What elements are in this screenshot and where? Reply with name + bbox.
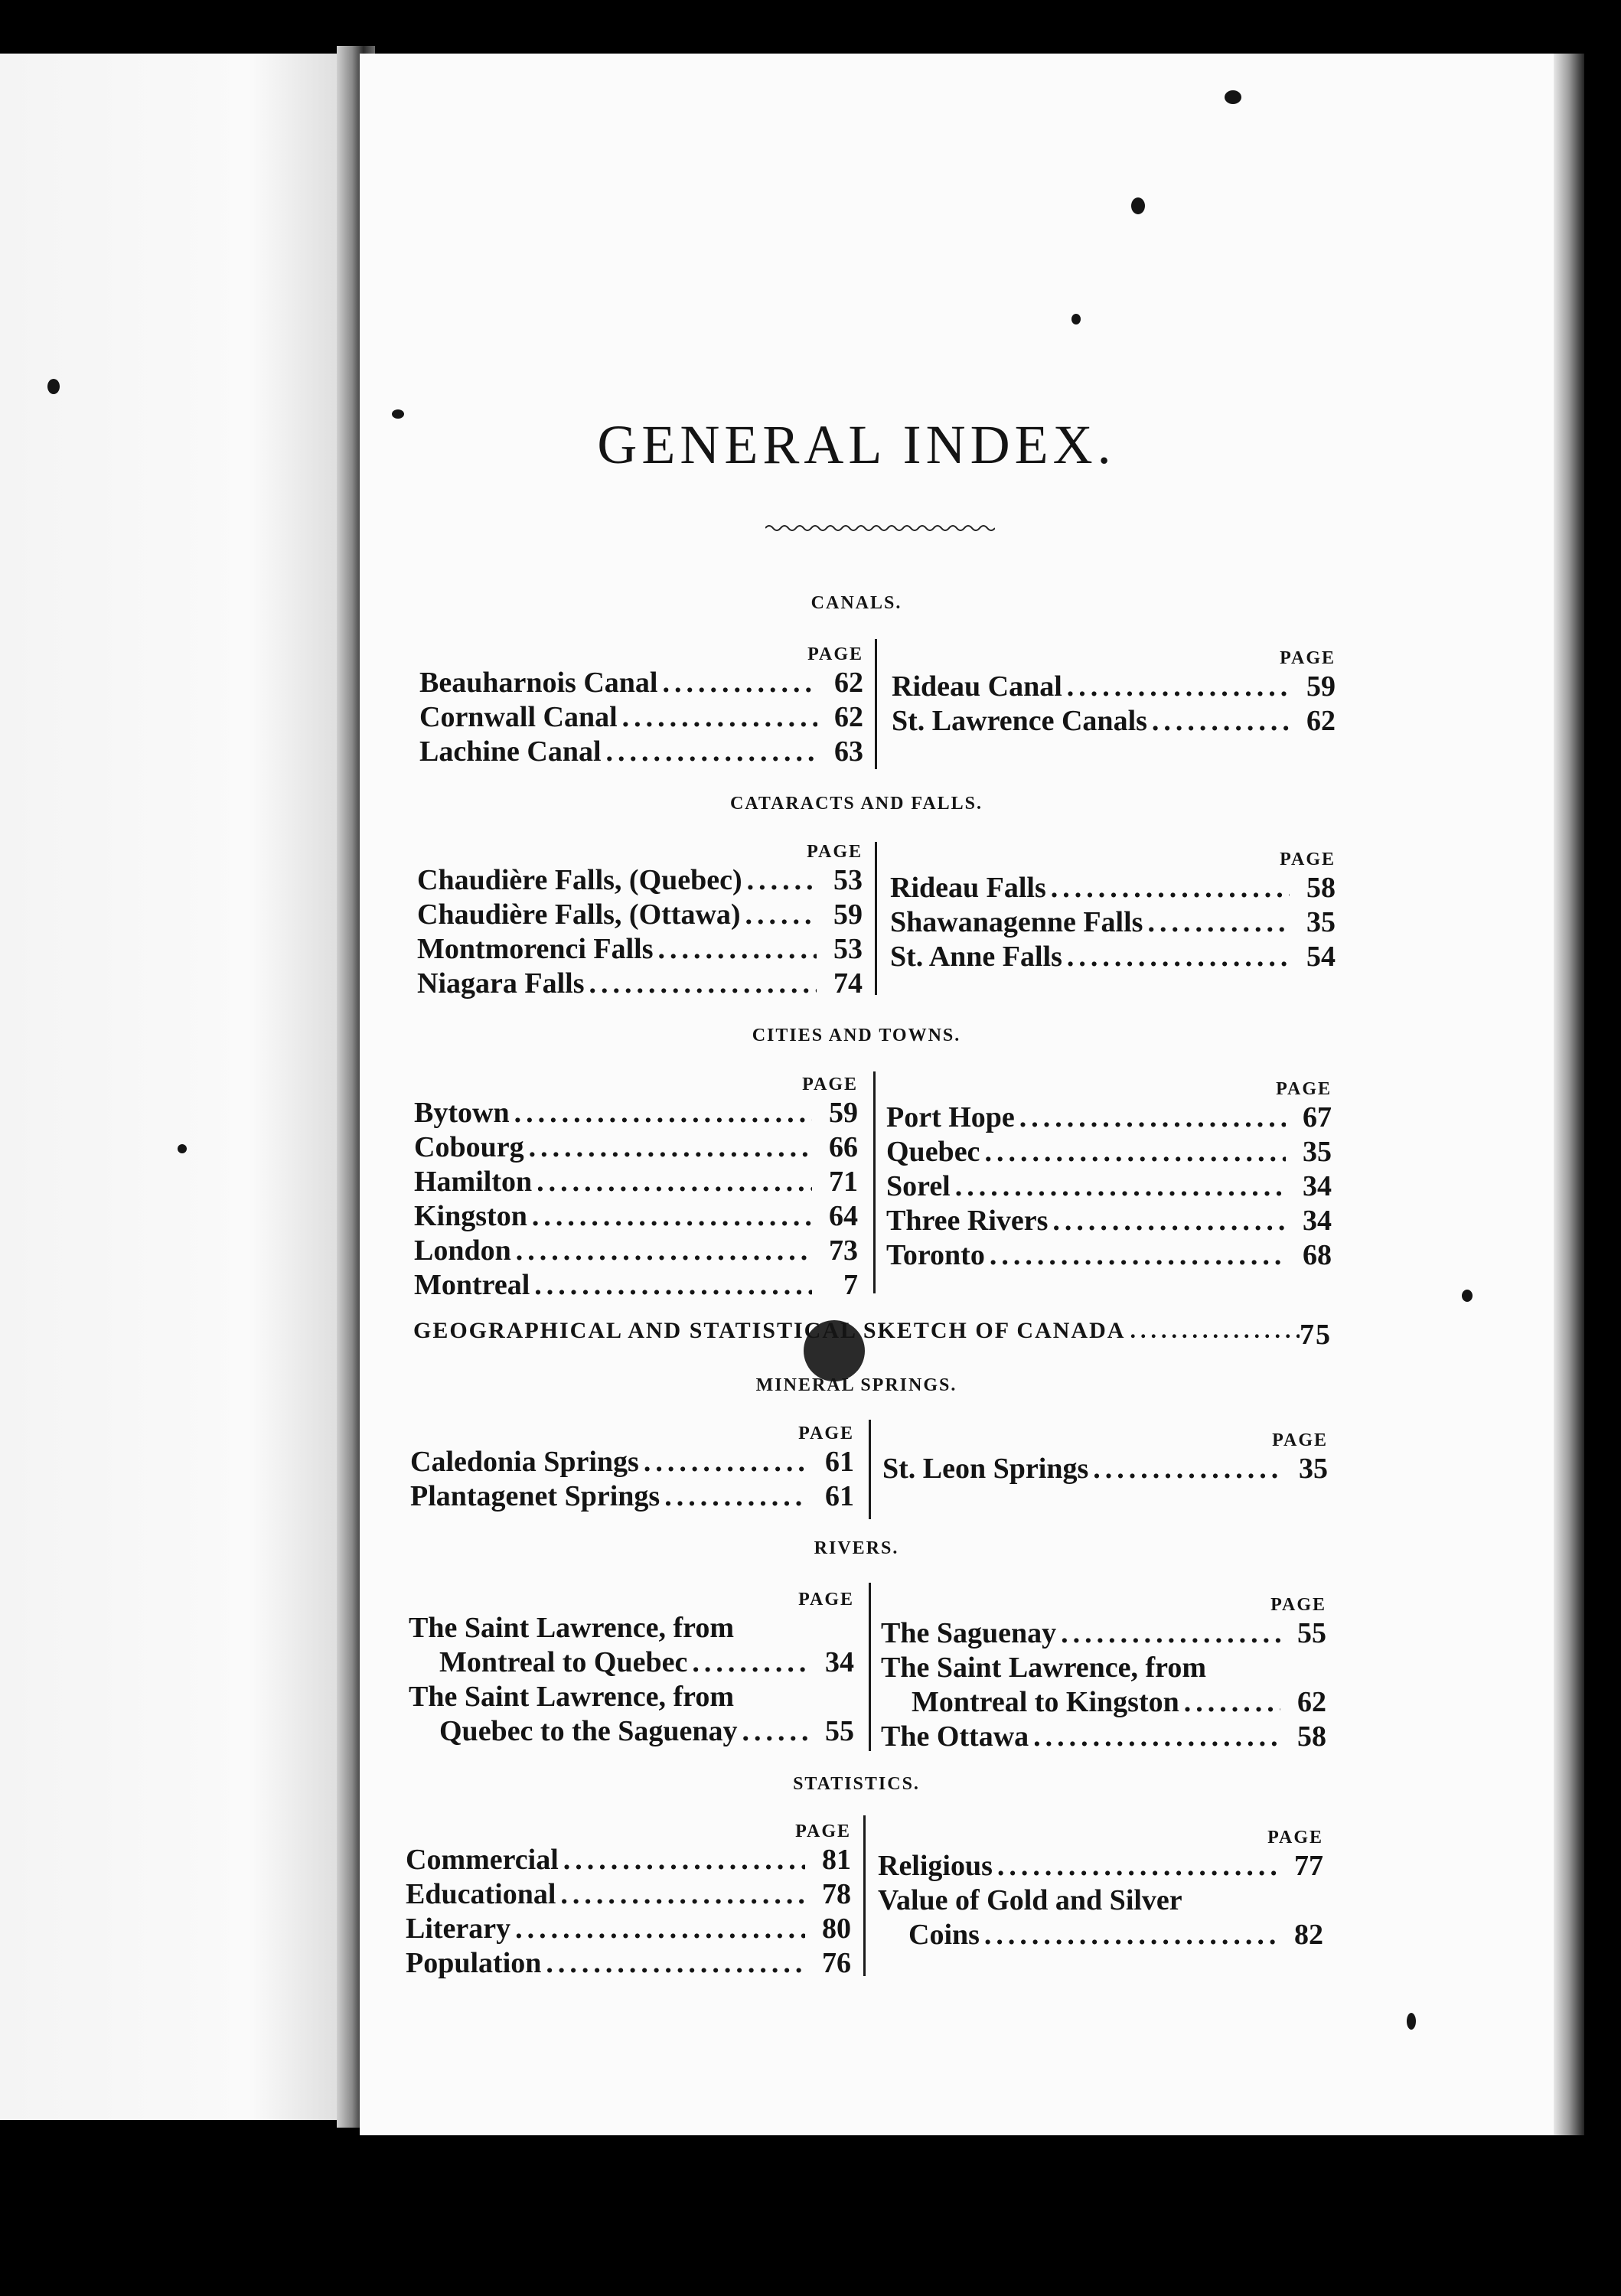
list-item: Bytown ..... 59 <box>414 1096 858 1130</box>
list-item-continuation: Coins ..... 82 <box>878 1918 1323 1952</box>
canals-left-column <box>419 643 863 769</box>
list-item: Value of Gold and Silver <box>878 1884 1182 1916</box>
list-item: Population ..... 76 <box>406 1946 851 1981</box>
scan-speck <box>1225 90 1241 104</box>
page-column-header: PAGE <box>795 1821 851 1841</box>
column-divider <box>875 842 877 995</box>
list-item: St. Lawrence Canals ..... 62 <box>892 704 1336 739</box>
column-divider <box>869 1583 871 1751</box>
section-heading-cataracts: CATARACTS AND FALLS. <box>729 794 983 814</box>
facing-page <box>0 54 360 2120</box>
list-item: Plantagenet Springs ..... 61 <box>410 1479 854 1514</box>
list-item: The Saguenay ..... 55 <box>881 1616 1326 1651</box>
section-heading-cities: CITIES AND TOWNS. <box>752 1026 961 1045</box>
page-column-header: PAGE <box>807 842 863 862</box>
page-column-header: PAGE <box>1267 1828 1323 1848</box>
list-item-continuation: Quebec to the Saguenay ..... 55 <box>409 1714 854 1749</box>
cataracts-right-column <box>890 848 1336 974</box>
list-item: Cornwall Canal ..... 62 <box>419 700 863 735</box>
scan-speck <box>1071 314 1081 325</box>
column-divider <box>873 1071 876 1293</box>
rivers-right-column <box>881 1593 1326 1754</box>
column-divider <box>875 639 877 769</box>
list-item: The Ottawa ..... 58 <box>881 1720 1326 1754</box>
page-column-header: PAGE <box>798 1424 854 1443</box>
list-item: Quebec ..... 35 <box>886 1135 1332 1169</box>
cataracts-left-column <box>417 840 863 1001</box>
scan-speck <box>47 379 60 394</box>
section-heading-canals: CANALS. <box>810 593 902 613</box>
page-column-header: PAGE <box>807 644 863 664</box>
list-item: Commercial ..... 81 <box>406 1843 851 1877</box>
list-item: Chaudière Falls, (Ottawa) ..... 59 <box>417 898 863 932</box>
list-item: The Saint Lawrence, from <box>881 1652 1207 1684</box>
list-item: Lachine Canal ..... 63 <box>419 735 863 769</box>
list-item: Religious ..... 77 <box>878 1849 1323 1883</box>
list-item: Cobourg ..... 66 <box>414 1130 858 1165</box>
scan-speck <box>1131 197 1145 214</box>
page-edge <box>1554 54 1584 2135</box>
list-item: Beauharnois Canal ..... 62 <box>419 666 863 700</box>
scan-speck <box>1407 2013 1416 2030</box>
list-item: Kingston ..... 64 <box>414 1199 858 1234</box>
geographical-label: GEOGRAPHICAL AND STATISTICAL SKETCH OF CANADA <box>413 1318 1126 1343</box>
geographical-page: 75 <box>1300 1319 1332 1351</box>
springs-left-column <box>410 1422 854 1514</box>
statistics-right-column <box>878 1826 1323 1952</box>
geographical-sketch-entry <box>413 1318 1332 1352</box>
list-item: The Saint Lawrence, from <box>409 1612 735 1644</box>
list-item: Niagara Falls ..... 74 <box>417 967 863 1001</box>
page-column-header: PAGE <box>802 1075 858 1094</box>
canals-right-column <box>892 647 1336 739</box>
list-item: Educational ..... 78 <box>406 1877 851 1912</box>
section-heading-springs: MINERAL SPRINGS. <box>755 1375 957 1395</box>
list-item: Montreal ..... 7 <box>414 1268 858 1303</box>
springs-right-column <box>882 1429 1328 1486</box>
page-column-header: PAGE <box>798 1590 854 1609</box>
list-item: Literary ..... 80 <box>406 1912 851 1946</box>
list-item-continuation: Montreal to Kingston ..... 62 <box>881 1685 1326 1720</box>
list-item: Caledonia Springs ..... 61 <box>410 1445 854 1479</box>
column-divider <box>869 1420 871 1519</box>
list-item: St. Leon Springs ..... 35 <box>882 1452 1328 1486</box>
list-item: Rideau Canal ..... 59 <box>892 670 1336 704</box>
list-item: Toronto ..... 68 <box>886 1238 1332 1273</box>
list-item: Sorel ..... 34 <box>886 1169 1332 1204</box>
list-item: Hamilton ..... 71 <box>414 1165 858 1199</box>
list-item: Port Hope ..... 67 <box>886 1101 1332 1135</box>
section-heading-statistics: STATISTICS. <box>793 1774 920 1794</box>
scan-speck <box>178 1144 187 1153</box>
page-column-header: PAGE <box>1270 1595 1326 1615</box>
page-column-header: PAGE <box>1280 850 1336 869</box>
scan-speck <box>1462 1290 1473 1302</box>
cities-left-column <box>414 1073 858 1303</box>
section-heading-rivers: RIVERS. <box>814 1538 899 1558</box>
list-item: Three Rivers ..... 34 <box>886 1204 1332 1238</box>
rivers-left-column <box>409 1588 854 1749</box>
list-item: Montmorenci Falls ..... 53 <box>417 932 863 967</box>
list-item: Shawanagenne Falls ..... 35 <box>890 905 1336 940</box>
list-item: London ..... 73 <box>414 1234 858 1268</box>
page-column-header: PAGE <box>1272 1430 1328 1450</box>
list-item: Chaudière Falls, (Quebec) ..... 53 <box>417 863 863 898</box>
page-column-header: PAGE <box>1280 648 1336 668</box>
page-column-header: PAGE <box>1276 1079 1332 1099</box>
title-ornament <box>765 520 995 536</box>
list-item-continuation: Montreal to Quebec ..... 34 <box>409 1645 854 1680</box>
column-divider <box>863 1815 866 1976</box>
list-item: St. Anne Falls ..... 54 <box>890 940 1336 974</box>
page-title: GENERAL INDEX. <box>597 414 1116 475</box>
list-item: The Saint Lawrence, from <box>409 1681 735 1713</box>
statistics-left-column <box>406 1820 851 1981</box>
cities-right-column <box>886 1078 1332 1273</box>
list-item: Rideau Falls ..... 58 <box>890 871 1336 905</box>
